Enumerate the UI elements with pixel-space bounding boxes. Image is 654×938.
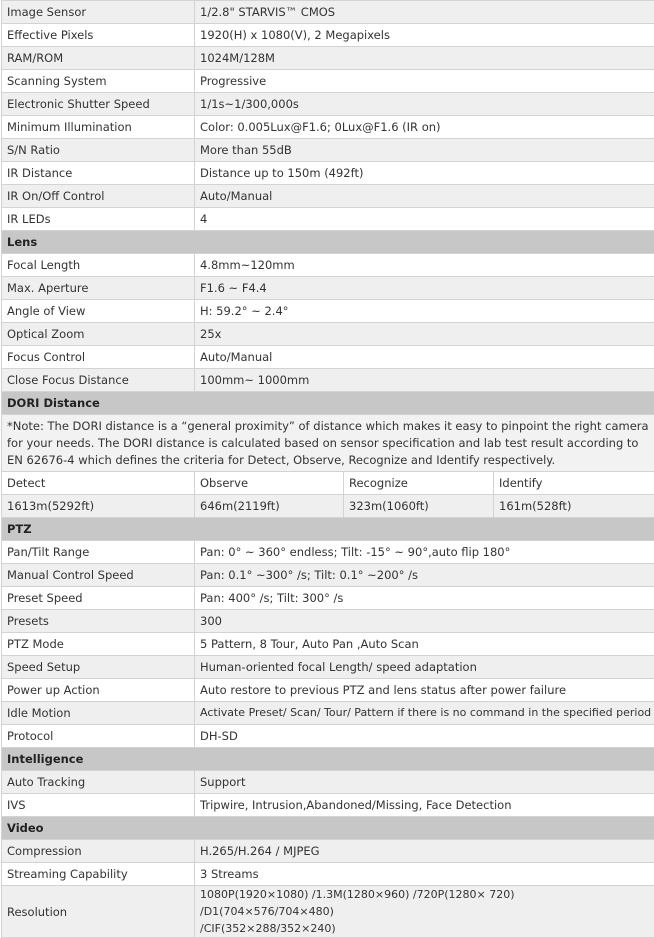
spec-value: 4.8mm~120mm xyxy=(195,254,654,277)
spec-row-ptz-mode xyxy=(2,633,654,656)
spec-label: Presets xyxy=(2,610,195,633)
spec-label: Max. Aperture xyxy=(2,277,195,300)
spec-label: Pan/Tilt Range xyxy=(2,541,195,564)
spec-label: PTZ Mode xyxy=(2,633,195,656)
dori-header-observe: Observe xyxy=(195,472,344,495)
dori-value-identify: 161m(528ft) xyxy=(494,495,654,518)
spec-label: Electronic Shutter Speed xyxy=(2,93,195,116)
spec-row-pan-tilt-range xyxy=(2,541,654,564)
spec-value: 1/2.8" STARVIS™ CMOS xyxy=(195,1,654,24)
section-title: Video xyxy=(2,817,654,840)
spec-row-scanning-system xyxy=(2,70,654,93)
spec-row-angle-of-view xyxy=(2,300,654,323)
spec-value xyxy=(195,886,654,938)
section-ptz xyxy=(2,518,654,541)
spec-row-resolution xyxy=(2,886,654,938)
spec-value: DH-SD xyxy=(195,725,654,748)
spec-value: Distance up to 150m (492ft) xyxy=(195,162,654,185)
spec-label: Optical Zoom xyxy=(2,323,195,346)
section-intelligence xyxy=(2,748,654,771)
spec-row-ivs xyxy=(2,794,654,817)
spec-row-focal-length xyxy=(2,254,654,277)
spec-row-protocol xyxy=(2,725,654,748)
spec-label: Scanning System xyxy=(2,70,195,93)
spec-row-ir-leds xyxy=(2,208,654,231)
section-video xyxy=(2,817,654,840)
section-title: Intelligence xyxy=(2,748,654,771)
spec-row-preset-speed xyxy=(2,587,654,610)
spec-value: Progressive xyxy=(195,70,654,93)
spec-value: Auto restore to previous PTZ and lens status after power failure xyxy=(195,679,654,702)
dori-value-observe: 646m(2119ft) xyxy=(195,495,344,518)
dori-value-recognize: 323m(1060ft) xyxy=(344,495,494,518)
spec-value: 25x xyxy=(195,323,654,346)
dori-value-row xyxy=(2,495,654,518)
spec-label: IR LEDs xyxy=(2,208,195,231)
spec-row-speed-setup xyxy=(2,656,654,679)
spec-label: Auto Tracking xyxy=(2,771,195,794)
spec-label: Resolution xyxy=(2,886,195,938)
spec-label: IR Distance xyxy=(2,162,195,185)
spec-value: Auto/Manual xyxy=(195,185,654,208)
spec-label: Protocol xyxy=(2,725,195,748)
dori-header-recognize: Recognize xyxy=(344,472,494,495)
spec-label: Image Sensor xyxy=(2,1,195,24)
spec-label: RAM/ROM xyxy=(2,47,195,70)
spec-row-close-focus xyxy=(2,369,654,392)
spec-value: Support xyxy=(195,771,654,794)
spec-label: Focal Length xyxy=(2,254,195,277)
spec-label: S/N Ratio xyxy=(2,139,195,162)
spec-row-streaming-capability xyxy=(2,863,654,886)
spec-value: 300 xyxy=(195,610,654,633)
spec-label: IVS xyxy=(2,794,195,817)
spec-label: Angle of View xyxy=(2,300,195,323)
spec-row-manual-control-speed xyxy=(2,564,654,587)
spec-value: Activate Preset/ Scan/ Tour/ Pattern if there is no command in the specified period xyxy=(195,702,654,725)
spec-row-compression xyxy=(2,840,654,863)
spec-value: H.265/H.264 / MJPEG xyxy=(195,840,654,863)
spec-row-image-sensor xyxy=(2,1,654,24)
spec-row-idle-motion xyxy=(2,702,654,725)
spec-label: Streaming Capability xyxy=(2,863,195,886)
spec-row-auto-tracking xyxy=(2,771,654,794)
spec-label: Effective Pixels xyxy=(2,24,195,47)
spec-value: F1.6 ~ F4.4 xyxy=(195,277,654,300)
spec-value: More than 55dB xyxy=(195,139,654,162)
dori-header-detect: Detect xyxy=(2,472,195,495)
spec-row-min-illumination xyxy=(2,116,654,139)
spec-value: Pan: 0.1° ~300° /s; Tilt: 0.1° ~200° /s xyxy=(195,564,654,587)
dori-header-identify: Identify xyxy=(494,472,654,495)
spec-row-ir-distance xyxy=(2,162,654,185)
section-title: DORI Distance xyxy=(2,392,654,415)
spec-row-max-aperture xyxy=(2,277,654,300)
resolution-line-1: 1080P(1920×1080) /1.3M(1280×960) /720P(1280× 720) /D1(704×576/704×480) xyxy=(200,886,649,920)
spec-label: Power up Action xyxy=(2,679,195,702)
spec-label: Close Focus Distance xyxy=(2,369,195,392)
dori-value-detect: 1613m(5292ft) xyxy=(2,495,195,518)
spec-row-shutter-speed xyxy=(2,93,654,116)
spec-value: 1920(H) x 1080(V), 2 Megapixels xyxy=(195,24,654,47)
spec-value: H: 59.2° ~ 2.4° xyxy=(195,300,654,323)
spec-label: Minimum Illumination xyxy=(2,116,195,139)
spec-label: Manual Control Speed xyxy=(2,564,195,587)
spec-label: Preset Speed xyxy=(2,587,195,610)
spec-row-focus-control xyxy=(2,346,654,369)
spec-value: Pan: 400° /s; Tilt: 300° /s xyxy=(195,587,654,610)
spec-label: Focus Control xyxy=(2,346,195,369)
section-lens xyxy=(2,231,654,254)
dori-note: *Note: The DORI distance is a “general proximity” of distance which makes it easy to pinpoint the right camera for your needs. The DORI distance is calculated based on sensor specification and lab test result according to EN 62676-4 which defines the criteria for Detect, Observe, Recognize and Identify respectively. xyxy=(2,415,654,472)
resolution-line-2: /CIF(352×288/352×240) xyxy=(200,920,649,937)
section-title: PTZ xyxy=(2,518,654,541)
spec-table xyxy=(1,0,654,938)
spec-row-sn-ratio xyxy=(2,139,654,162)
spec-value: Tripwire, Intrusion,Abandoned/Missing, Face Detection xyxy=(195,794,654,817)
section-dori xyxy=(2,392,654,415)
section-title: Lens xyxy=(2,231,654,254)
spec-value: Human-oriented focal Length/ speed adaptation xyxy=(195,656,654,679)
spec-value: Pan: 0° ~ 360° endless; Tilt: -15° ~ 90°,auto flip 180° xyxy=(195,541,654,564)
spec-label: Idle Motion xyxy=(2,702,195,725)
spec-value: Color: 0.005Lux@F1.6; 0Lux@F1.6 (IR on) xyxy=(195,116,654,139)
spec-value: 5 Pattern, 8 Tour, Auto Pan ,Auto Scan xyxy=(195,633,654,656)
dori-header-row xyxy=(2,472,654,495)
spec-row-ir-control xyxy=(2,185,654,208)
spec-label: IR On/Off Control xyxy=(2,185,195,208)
spec-value: 3 Streams xyxy=(195,863,654,886)
spec-row-power-up-action xyxy=(2,679,654,702)
spec-label: Speed Setup xyxy=(2,656,195,679)
spec-value: 1024M/128M xyxy=(195,47,654,70)
spec-value: 4 xyxy=(195,208,654,231)
spec-row-presets xyxy=(2,610,654,633)
spec-row-ram-rom xyxy=(2,47,654,70)
dori-note-row xyxy=(2,415,654,472)
spec-row-effective-pixels xyxy=(2,24,654,47)
spec-value: Auto/Manual xyxy=(195,346,654,369)
spec-value: 1/1s~1/300,000s xyxy=(195,93,654,116)
spec-value: 100mm~ 1000mm xyxy=(195,369,654,392)
spec-label: Compression xyxy=(2,840,195,863)
spec-row-optical-zoom xyxy=(2,323,654,346)
